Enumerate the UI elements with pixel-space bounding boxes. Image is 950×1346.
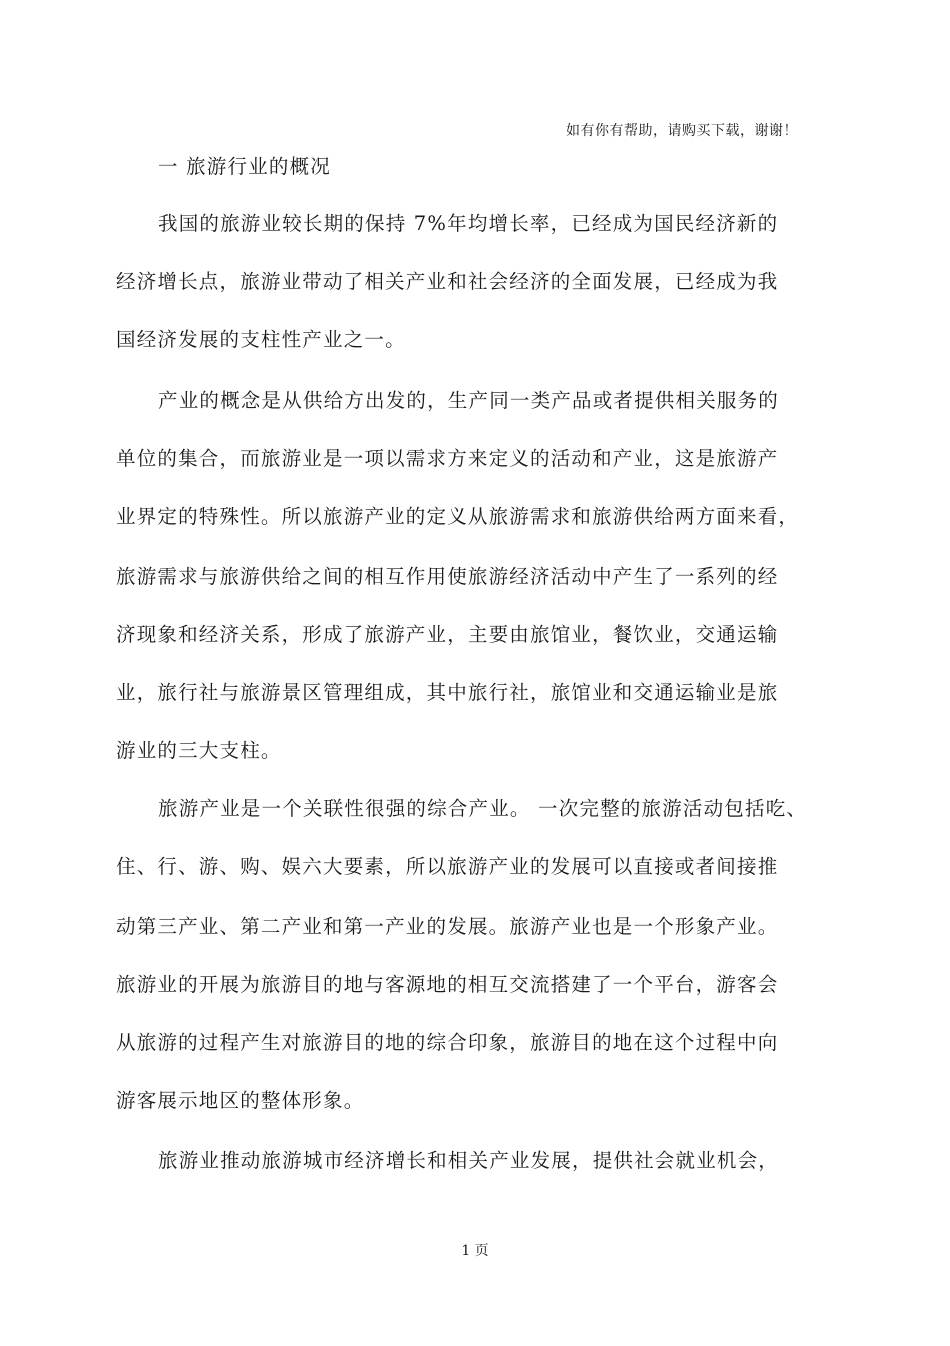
paragraph-3-line-1: 旅游产业是一个关联性很强的综合产业。 一次完整的旅游活动包括吃、	[158, 797, 808, 820]
paragraph-1-line-1: 我国的旅游业较长期的保持 7%年均增长率，已经成为国民经济新的	[158, 212, 779, 235]
paragraph-4-line-1: 旅游业推动旅游城市经济增长和相关产业发展，提供社会就业机会，	[158, 1149, 780, 1172]
paragraph-2-line-1: 产业的概念是从供给方出发的，生产同一类产品或者提供相关服务的	[158, 389, 780, 412]
paragraph-1-line-3: 国经济发展的支柱性产业之一。	[116, 328, 406, 351]
paragraph-1-line-2: 经济增长点，旅游业带动了相关产业和社会经济的全面发展，已经成为我	[116, 270, 779, 293]
paragraph-2-line-5: 济现象和经济关系，形成了旅游产业，主要由旅馆业，餐饮业，交通运输	[116, 623, 779, 646]
paragraph-3-line-6: 游客展示地区的整体形象。	[116, 1089, 365, 1112]
section-title: 一 旅游行业的概况	[158, 155, 331, 178]
header-note: 如有你有帮助，请购买下载，谢谢！	[566, 123, 798, 139]
paragraph-2-line-6: 业，旅行社与旅游景区管理组成，其中旅行社，旅馆业和交通运输业是旅	[116, 681, 779, 704]
paragraph-2-line-2: 单位的集合，而旅游业是一项以需求方来定义的活动和产业，这是旅游产	[116, 447, 779, 470]
paragraph-2-line-3: 业界定的特殊性。所以旅游产业的定义从旅游需求和旅游供给两方面来看，	[116, 505, 800, 528]
paragraph-3-line-5: 从旅游的过程产生对旅游目的地的综合印象，旅游目的地在这个过程中向	[116, 1031, 779, 1054]
paragraph-3-line-4: 旅游业的开展为旅游目的地与客源地的相互交流搭建了一个平台，游客会	[116, 973, 779, 996]
paragraph-2-line-7: 游业的三大支柱。	[116, 739, 282, 762]
paragraph-2-line-4: 旅游需求与旅游供给之间的相互作用使旅游经济活动中产生了一系列的经	[116, 565, 779, 588]
paragraph-3-line-3: 动第三产业、第二产业和第一产业的发展。旅游产业也是一个形象产业。	[116, 915, 779, 938]
paragraph-3-line-2: 住、行、游、购、娱六大要素，所以旅游产业的发展可以直接或者间接推	[116, 855, 779, 878]
page-number: 1 页	[461, 1243, 489, 1259]
